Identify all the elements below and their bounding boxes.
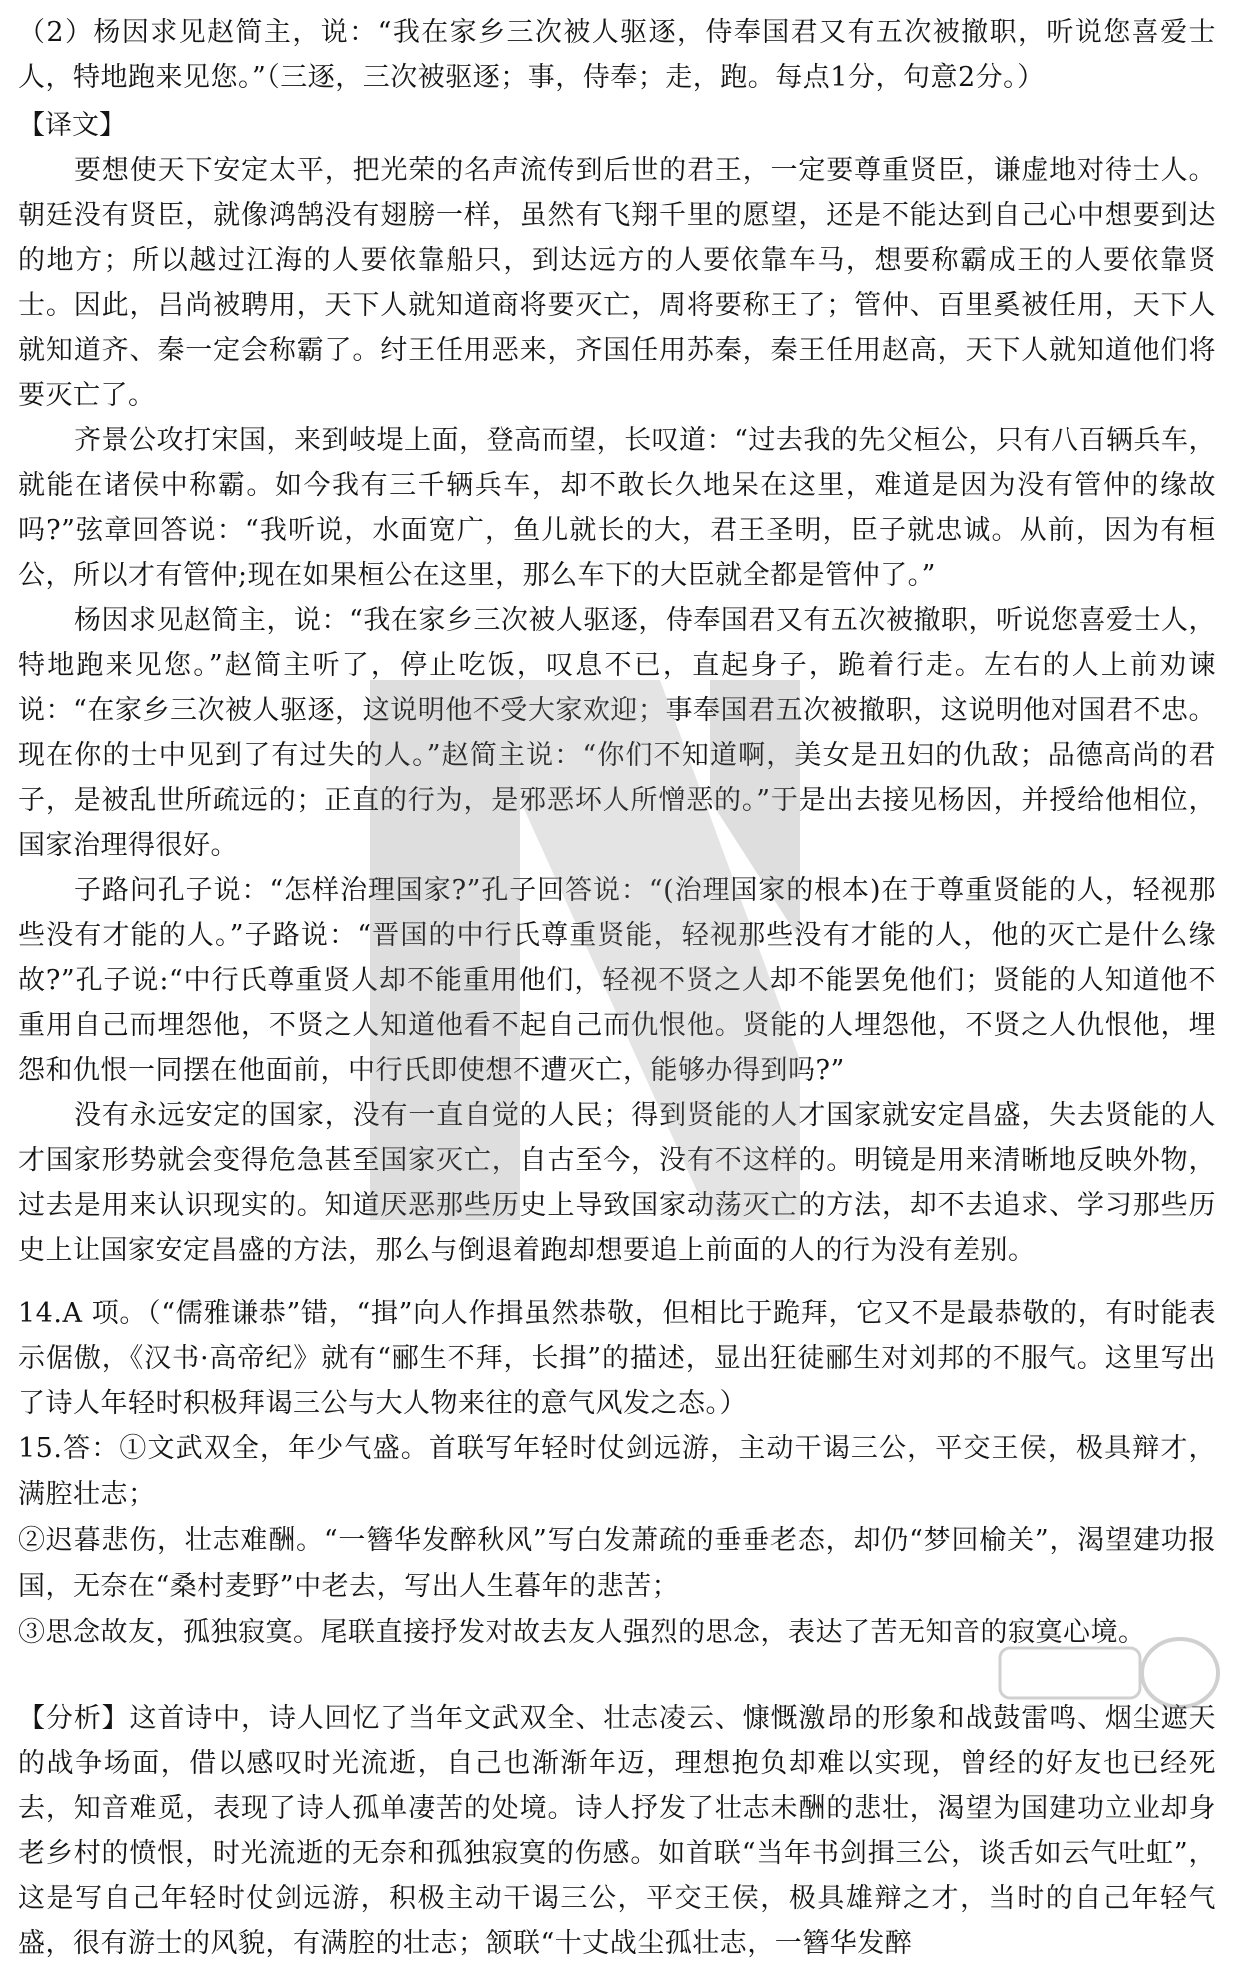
translation-heading: 【译文】	[18, 110, 126, 141]
translation-paragraph-4: 子路问孔子说：“怎样治理国家?”孔子回答说：“(治理国家的根本)在于尊重贤能的人，轻视那些没有才能的人。”子路说：“晋国的中行氏尊重贤能，轻视那些没有才能的人，他的灭亡是什么缘故?”孔子说:“中行氏尊重贤人却不能重用他们，轻视不贤之人却不能罢免他们；贤能的人知道他不重用自己而埋怨他，不贤之人知道他看不起自己而仇恨他。贤能的人埋怨他，不贤之人仇恨他，埋怨和仇恨一同摆在他面前，中行氏即使想不遭灭亡，能够办得到吗?”	[18, 875, 1216, 1086]
answer-14-paragraph: 14.A 项。（“儒雅谦恭”错，“揖”向人作揖虽然恭敬，但相比于跪拜，它又不是最恭敬的，有时能表示倨傲，《汉书·高帝纪》就有“郦生不拜，长揖”的描述，显出狂徒郦生对刘邦的不服气。这里写出了诗人年轻时积极拜谒三公与大人物来往的意气风发之态。）	[18, 1298, 1216, 1419]
spacer	[18, 1656, 1216, 1696]
translation-paragraph-2: 齐景公攻打宋国，来到岐堤上面，登高而望，长叹道：“过去我的先父桓公，只有八百辆兵车，就能在诸侯中称霸。如今我有三千辆兵车，却不敢长久地呆在这里，难道是因为没有管仲的缘故吗?”弦章回答说：“我听说，水面宽广，鱼儿就长的大，君王圣明，臣子就忠诚。从前，因为有桓公，所以才有管仲;现在如果桓公在这里，那么车下的大臣就全都是管仲了。”	[18, 425, 1216, 591]
answer-15-item-3: ③思念故友，孤独寂寞。尾联直接抒发对故去友人强烈的思念，表达了苦无知音的寂寞心境。	[18, 1617, 1146, 1648]
translation-paragraph-5: 没有永远安定的国家，没有一直自觉的人民；得到贤能的人才国家就安定昌盛，失去贤能的人才国家形势就会变得危急甚至国家灭亡，自古至今，没有不这样的。明镜是用来清晰地反映外物，过去是用来认识现实的。知道厌恶那些历史上导致国家动荡灭亡的方法，却不去追求、学习那些历史上让国家安定昌盛的方法，那么与倒退着跑却想要追上前面的人的行为没有差别。	[18, 1100, 1216, 1266]
analysis-paragraph: 【分析】这首诗中，诗人回忆了当年文武双全、壮志凌云、慷慨激昂的形象和战鼓雷鸣、烟尘遮天的战争场面，借以感叹时光流逝，自己也渐渐年迈，理想抱负却难以实现，曾经的好友也已经死去，知音难觅，表现了诗人孤单凄苦的处境。诗人抒发了壮志未酬的悲壮，渴望为国建功立业却身老乡村的愤恨，时光流逝的无奈和孤独寂寞的伤感。如首联“当年书剑揖三公，谈舌如云气吐虹”，这是写自己年轻时仗剑远游，积极主动干谒三公，平交王侯，极具雄辩之才，当时的自己年轻气盛，很有游士的风貌，有满腔的壮志；颔联“十丈战尘孤壮志，一簪华发醉	[18, 1703, 1216, 1959]
translation-paragraph-3: 杨因求见赵简主，说：“我在家乡三次被人驱逐，侍奉国君又有五次被撤职，听说您喜爱士人，特地跑来见您。”赵简主听了，停止吃饭，叹息不已，直起身子，跪着行走。左右的人上前劝谏说：“在家乡三次被人驱逐，这说明他不受大家欢迎；事奉国君五次被撤职，这说明他对国君不忠。现在你的士中见到了有过失的人。”赵简主说：“你们不知道啊，美女是丑妇的仇敌；品德高尚的君子，是被乱世所疏远的；正直的行为，是邪恶坏人所憎恶的。”于是出去接见杨因，并授给他相位，国家治理得很好。	[18, 605, 1216, 861]
answer-2-paragraph: （2）杨因求见赵简主，说：“我在家乡三次被人驱逐，侍奉国君又有五次被撤职，听说您喜爱士人，特地跑来见您。”（三逐，三次被驱逐；事，侍奉；走，跑。每点1分，句意2分。）	[18, 17, 1216, 93]
translation-paragraph-1: 要想使天下安定太平，把光荣的名声流传到后世的君王，一定要尊重贤臣，谦虚地对待士人。朝廷没有贤臣，就像鸿鹄没有翅膀一样，虽然有飞翔千里的愿望，还是不能达到自己心中想要到达的地方；所以越过江海的人要依靠船只，到达远方的人要依靠车马，想要称霸成王的人要依靠贤士。因此，吕尚被聘用，天下人就知道商将要灭亡，周将要称王了；管仲、百里奚被任用，天下人就知道齐、秦一定会称霸了。纣王任用恶来，齐国任用苏秦，秦王任用赵高，天下人就知道他们将要灭亡了。	[18, 155, 1216, 411]
answer-15-item-2: ②迟暮悲伤，壮志难酬。“一簪华发醉秋风”写白发萧疏的垂垂老态，却仍“梦回榆关”，渴望建功报国，无奈在“桑村麦野”中老去，写出人生暮年的悲苦；	[18, 1525, 1216, 1602]
answer-15-lead: 15.答：①文武双全，年少气盛。首联写年轻时仗剑远游，主动干谒三公，平交王侯，极具辩才，满腔壮志；	[18, 1433, 1216, 1510]
spacer	[18, 1273, 1216, 1291]
